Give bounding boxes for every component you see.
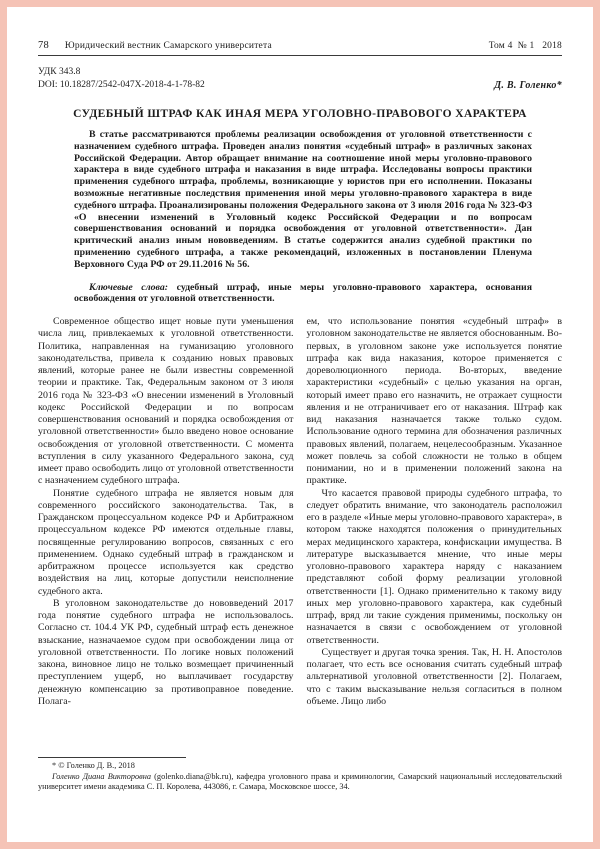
footnote-author-name: Голенко Диана Викторовна [52,771,152,781]
keywords-label: Ключевые слова: [89,281,169,293]
author-name: Д. В. Голенко* [494,80,562,91]
abstract-text: В статье рассматриваются проблемы реализации освобождения от уголовной ответственности с назначением судебного штрафа. Проведен анализ понятия «судебный штраф» в различных законах Российской Федерации. Автор обращает внимание на соотношение иной меры уголовно-правового характера в виде судебного штрафа и наказания в виде штрафа. Исследованы вопросы практики применения судебного штрафа, проблемы, возникающие у юристов при его исполнении. Показаны возможные негативные последствия применения иной меры уголовно-правового характера в виде судебного штрафа. Проанализированы положения Федерального закона от 3 июля 2016 года № 323-ФЗ «О внесении изменений в Уголовный кодекс Российской Федерации и по вопросам совершенствования оснований и порядка освобождения от уголовной ответственности». Дан критический анализ иным нововведениям. В статье содержится анализ судебной практики по применению судебного штрафа, а также рекомендаций, изложенных в постановлении Пленума Верховного Суда РФ от 29.11.2016 № 56. [74,129,532,270]
keywords-block [74,282,532,306]
article-title: СУДЕБНЫЙ ШТРАФ КАК ИНАЯ МЕРА УГОЛОВНО-ПРАВОВОГО ХАРАКТЕРА [73,108,527,120]
issue-info: Том 4 № 1 2018 [488,41,562,51]
body-paragraph: Существует и другая точка зрения. Так, Н. Н. Апостолов полагает, что есть все основания считать судебный штраф альтернативой уголовной ответственности [2]. Полагаем, что с таким высказывание нельзя согласиться в полном объеме. Лицо либо [306,646,562,707]
running-head [38,40,562,56]
footnote-author-info: (golenko.diana@bk.ru), кафедра уголовного права и криминологии, Самарский национальный исследовательский университет имени академика С. П. Королева, 443086, г. Самара, Московское шоссе, 34. [38,771,562,792]
meta-row [38,66,562,91]
footnote-author [38,772,562,793]
page-number: 78 [38,40,49,51]
doi-code: DOI: 10.18287/2542-047X-2018-4-1-78-82 [38,79,205,90]
body-paragraph: ем, что использование понятия «судебный штраф» в уголовном законодательстве не является обоснованным. Во-первых, в уголовном законе уже используется понятие штрафа как вида наказания, которое применяется с дореволюционного периода. Во-вторых, введение характеристики «судебный» с целью указания на орган, который имеет право его назначить, не отражает сущности явления и не отграничивает его от наказания. Штраф как вид наказания назначается также только судом. Использование одного термина для обозначения различных правовых явлений, полагаем, нецелесообразным. Указанное может повлечь за собой сложности не только в общем понимании, но и в применении положений закона на практике. [306,316,562,487]
footnote-copyright: * © Голенко Д. В., 2018 [52,761,135,771]
meta-identifiers [38,66,205,91]
body-paragraph: Современное общество ищет новые пути уменьшения числа лиц, привлекаемых к уголовной ответственности. Политика, направленная на гуманизацию уголовного законодательства, привела к созданию новых правовых явлений, которые ранее не были известны современной теории и практике. Так, Федеральным законом от 3 июля 2016 года № 323-ФЗ «О внесении изменений в Уголовный кодекс Российской Федерации и по вопросам совершенствования оснований и порядка освобождения от уголовной ответственности» было введено новое основание освобождения от уголовной ответственности. С момента вступления в силу указанного Федерального закона, суд имеет право освободить лицо от уголовной ответственности с назначением судебного штрафа. [38,316,294,487]
body-paragraph: Что касается правовой природы судебного штрафа, то следует обратить внимание, что законодатель расположил его в разделе «Иные меры уголовно-правового характера», в котором также находятся положения о принудительных мерах медицинского характера, конфискации имущества. В литературе высказывается мнение, что иные меры уголовно-правового характера наряду с наказанием представляют собой форму реализации уголовной ответственности [1]. Однако применительно к такому виду иных мер уголовно-правового характера, как судебный штраф, вряд ли такие суждения применимы, поскольку он назначается в связи с освобождением от уголовной ответственности. [306,487,562,646]
body-paragraph: Понятие судебного штрафа не является новым для современного российского законодательства. Так, в Гражданском процессуальном кодексе РФ и Арбитражном процессуальном кодексе РФ имеются отдельные главы, посвященные регулированию вопросов, связанных с его применением. Однако судебный штраф в гражданском и арбитражном процессе используется как средство воздействия на лиц, которые допустили неисполнение судебного акта. [38,487,294,597]
column-right [307,316,563,708]
keywords-text: судебный штраф, иные меры уголовно-правового характера, основания освобождения от уголовной ответственности. [74,281,533,305]
article-page [38,40,562,819]
body-columns [38,316,562,708]
footnote [38,757,562,793]
body-paragraph: В уголовном законодательстве до нововведений 2017 года понятие судебного штрафа не использовалось. Согласно ст. 104.4 УК РФ, судебный штраф есть денежное взыскание, назначаемое судом при освобождении лица от уголовной ответственности. По логике новых положений закона, виновное лицо не только возмещает причиненный преступлением ущерб, но выплачивает государству денежную компенсацию за противоправное поведение. Полага- [38,597,294,707]
footnote-rule [38,757,186,758]
column-left [38,316,294,708]
journal-title: Юридический вестник Самарского университета [64,41,272,51]
udk-code: УДК 343.8 [38,67,81,77]
